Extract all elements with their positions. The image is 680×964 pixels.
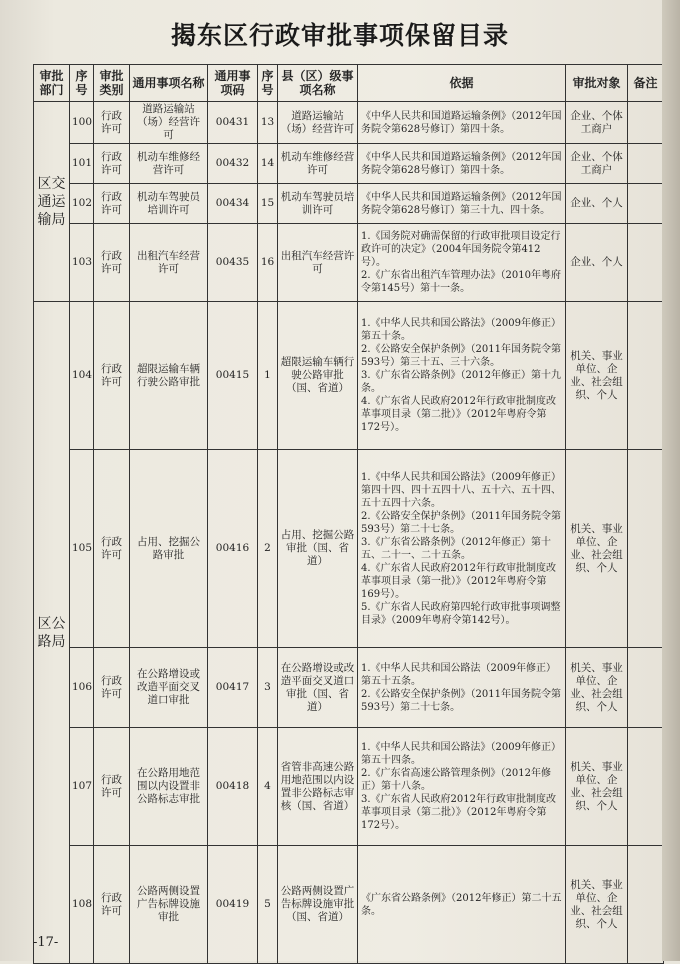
basis-cell [358, 648, 566, 728]
note-cell [628, 728, 664, 846]
basis-line: 1.《中华人民共和国公路法》（2009年修正）第五十四条。 [361, 742, 561, 766]
header-code: 通用事项码 [208, 65, 258, 102]
basis-line: 《广东省公路条例》（2012年修正）第二十五条。 [361, 892, 562, 917]
county-seq-cell: 3 [258, 648, 278, 728]
table-row [34, 102, 664, 144]
seq-cell: 103 [70, 224, 94, 302]
item-name-cell: 在公路增设或改造平面交叉道口审批 [130, 648, 208, 728]
county-seq-cell: 16 [258, 224, 278, 302]
note-cell [628, 184, 664, 224]
seq-cell: 105 [70, 450, 94, 648]
table-row [34, 302, 664, 450]
table-row [34, 846, 664, 964]
category-cell: 行政许可 [94, 846, 130, 964]
page-number: -17- [33, 935, 59, 950]
basis-cell [358, 846, 566, 964]
seq-cell: 106 [70, 648, 94, 728]
basis-line: 3.《广东省公路条例》（2012年修正）第十五、二十一、二十五条。 [361, 536, 551, 561]
basis-line: 《中华人民共和国道路运输条例》（2012年国务院令第628号修订）第四十条。 [361, 151, 562, 176]
item-name-cell: 机动车驾驶员培训许可 [130, 184, 208, 224]
target-cell: 机关、事业单位、企业、社会组织、个人 [566, 450, 628, 648]
item-code-cell: 00417 [208, 648, 258, 728]
table-row [34, 728, 664, 846]
basis-line: 3.《广东省人民政府2012年行政审批制度改革事项目录（第二批）》（2012年粤府令第172号）。 [361, 794, 556, 831]
table-row [34, 184, 664, 224]
category-cell: 行政许可 [94, 184, 130, 224]
basis-line: 2.《公路安全保护条例》（2011年国务院令第593号）第二十七条。 [361, 688, 561, 713]
item-code-cell: 00416 [208, 450, 258, 648]
note-cell [628, 224, 664, 302]
basis-line: 3.《广东省公路条例》（2012年修正）第十九条。 [361, 370, 561, 394]
table-row [34, 450, 664, 648]
page-title: 揭东区行政审批事项保留目录 [170, 21, 509, 50]
table-header-row [34, 65, 664, 102]
basis-cell [358, 102, 566, 144]
basis-line: 4.《广东省人民政府2012年行政审批制度改革事项目录（第二批）》（2012年粤府令第172号）。 [361, 396, 556, 433]
header-basis: 依据 [358, 65, 566, 102]
county-seq-cell: 5 [258, 846, 278, 964]
target-cell: 机关、事业单位、企业、社会组织、个人 [566, 302, 628, 450]
basis-cell [358, 728, 566, 846]
target-cell: 企业、个体工商户 [566, 144, 628, 184]
note-cell [628, 302, 664, 450]
item-name-cell: 公路两侧设置广告标牌设施审批 [130, 846, 208, 964]
county-name-cell: 出租汽车经营许可 [278, 224, 358, 302]
item-code-cell: 00418 [208, 728, 258, 846]
category-cell: 行政许可 [94, 450, 130, 648]
seq-cell: 104 [70, 302, 94, 450]
county-seq-cell: 2 [258, 450, 278, 648]
county-seq-cell: 15 [258, 184, 278, 224]
note-cell [628, 102, 664, 144]
basis-line: 《中华人民共和国道路运输条例》（2012年国务院令第628号修订）第三十九、四十条。 [361, 191, 562, 216]
basis-line: 5.《广东省人民政府第四轮行政审批事项调整目录》（2009年粤府令第142号）。 [361, 601, 561, 626]
approval-items-table [33, 64, 664, 964]
county-name-cell: 在公路增设或改造平面交叉道口审批（国、省道） [278, 648, 358, 728]
county-name-cell: 机动车维修经营许可 [278, 144, 358, 184]
target-cell: 机关、事业单位、企业、社会组织、个人 [566, 728, 628, 846]
target-cell: 企业、个体工商户 [566, 102, 628, 144]
seq-cell: 100 [70, 102, 94, 144]
note-cell [628, 450, 664, 648]
county-seq-cell: 13 [258, 102, 278, 144]
category-cell: 行政许可 [94, 302, 130, 450]
header-seq: 序号 [70, 65, 94, 102]
county-seq-cell: 1 [258, 302, 278, 450]
basis-line: 《中华人民共和国道路运输条例》（2012年国务院令第628号修订）第四十条。 [361, 110, 562, 135]
county-name-cell: 省管非高速公路用地范围以内设置非公路标志审核（国、省道） [278, 728, 358, 846]
county-name-cell: 占用、挖掘公路审批（国、省道） [278, 450, 358, 648]
county-seq-cell: 14 [258, 144, 278, 184]
item-name-cell: 道路运输站（场）经营许可 [130, 102, 208, 144]
basis-cell [358, 450, 566, 648]
item-name-cell: 占用、挖掘公路审批 [130, 450, 208, 648]
item-code-cell: 00432 [208, 144, 258, 184]
category-cell: 行政许可 [94, 224, 130, 302]
note-cell [628, 846, 664, 964]
header-category: 审批类别 [94, 65, 130, 102]
basis-line: 2.《广东省出租汽车管理办法》（2010年粤府令第145号）第十一条。 [361, 270, 561, 294]
dept-cell: 区公路局 [34, 302, 70, 964]
table-row [34, 144, 664, 184]
target-cell: 企业、个人 [566, 184, 628, 224]
basis-line: 2.《公路安全保护条例》（2011年国务院令第593号）第三十五、三十六条。 [361, 344, 561, 368]
header-name: 通用事项名称 [130, 65, 208, 102]
item-code-cell: 00431 [208, 102, 258, 144]
header-dept: 审批部门 [34, 65, 70, 102]
header-county-seq: 序号 [258, 65, 278, 102]
basis-cell [358, 224, 566, 302]
target-cell: 企业、个人 [566, 224, 628, 302]
basis-cell [358, 302, 566, 450]
header-county-name: 县（区）级事项名称 [278, 65, 358, 102]
page-edge-shadow [662, 0, 680, 961]
county-seq-cell: 4 [258, 728, 278, 846]
basis-line: 1.《中华人民共和国公路法（2009年修正）第五十五条。 [361, 662, 556, 687]
basis-cell [358, 184, 566, 224]
basis-line: 1.《中华人民共和国公路法》（2009年修正）第五十条。 [361, 318, 561, 342]
basis-line: 1.《中华人民共和国公路法》（2009年修正）第四十四、四十五四十八、五十六、五十四、五十五四十六条。 [361, 471, 561, 509]
basis-line: 2.《广东省高速公路管理条例》（2012年修正）第十八条。 [361, 768, 551, 792]
category-cell: 行政许可 [94, 648, 130, 728]
basis-line: 4.《广东省人民政府2012年行政审批制度改革事项目录（第一批）》（2012年粤府令第169号）。 [361, 562, 556, 600]
table-row [34, 224, 664, 302]
seq-cell: 107 [70, 728, 94, 846]
county-name-cell: 道路运输站（场）经营许可 [278, 102, 358, 144]
category-cell: 行政许可 [94, 728, 130, 846]
category-cell: 行政许可 [94, 144, 130, 184]
header-note: 备注 [628, 65, 664, 102]
item-code-cell: 00435 [208, 224, 258, 302]
seq-cell: 108 [70, 846, 94, 964]
seq-cell: 101 [70, 144, 94, 184]
basis-line: 1.《国务院对确需保留的行政审批项目设定行政许可的决定》（2004年国务院令第412号）。 [361, 231, 561, 268]
seq-cell: 102 [70, 184, 94, 224]
item-code-cell: 00415 [208, 302, 258, 450]
target-cell: 机关、事业单位、企业、社会组织、个人 [566, 648, 628, 728]
basis-cell [358, 144, 566, 184]
note-cell [628, 144, 664, 184]
basis-line: 2.《公路安全保护条例》（2011年国务院令第593号）第二十七条。 [361, 510, 561, 535]
item-code-cell: 00419 [208, 846, 258, 964]
county-name-cell: 公路两侧设置广告标牌设施审批（国、省道） [278, 846, 358, 964]
target-cell: 机关、事业单位、企业、社会组织、个人 [566, 846, 628, 964]
item-code-cell: 00434 [208, 184, 258, 224]
item-name-cell: 在公路用地范围以内设置非公路标志审批 [130, 728, 208, 846]
county-name-cell: 机动车驾驶员培训许可 [278, 184, 358, 224]
category-cell: 行政许可 [94, 102, 130, 144]
county-name-cell: 超限运输车辆行驶公路审批（国、省道） [278, 302, 358, 450]
item-name-cell: 机动车维修经营许可 [130, 144, 208, 184]
table-row [34, 648, 664, 728]
table-body [34, 102, 664, 964]
item-name-cell: 超限运输车辆行驶公路审批 [130, 302, 208, 450]
item-name-cell: 出租汽车经营许可 [130, 224, 208, 302]
dept-cell: 区交通运输局 [34, 102, 70, 302]
header-target: 审批对象 [566, 65, 628, 102]
note-cell [628, 648, 664, 728]
